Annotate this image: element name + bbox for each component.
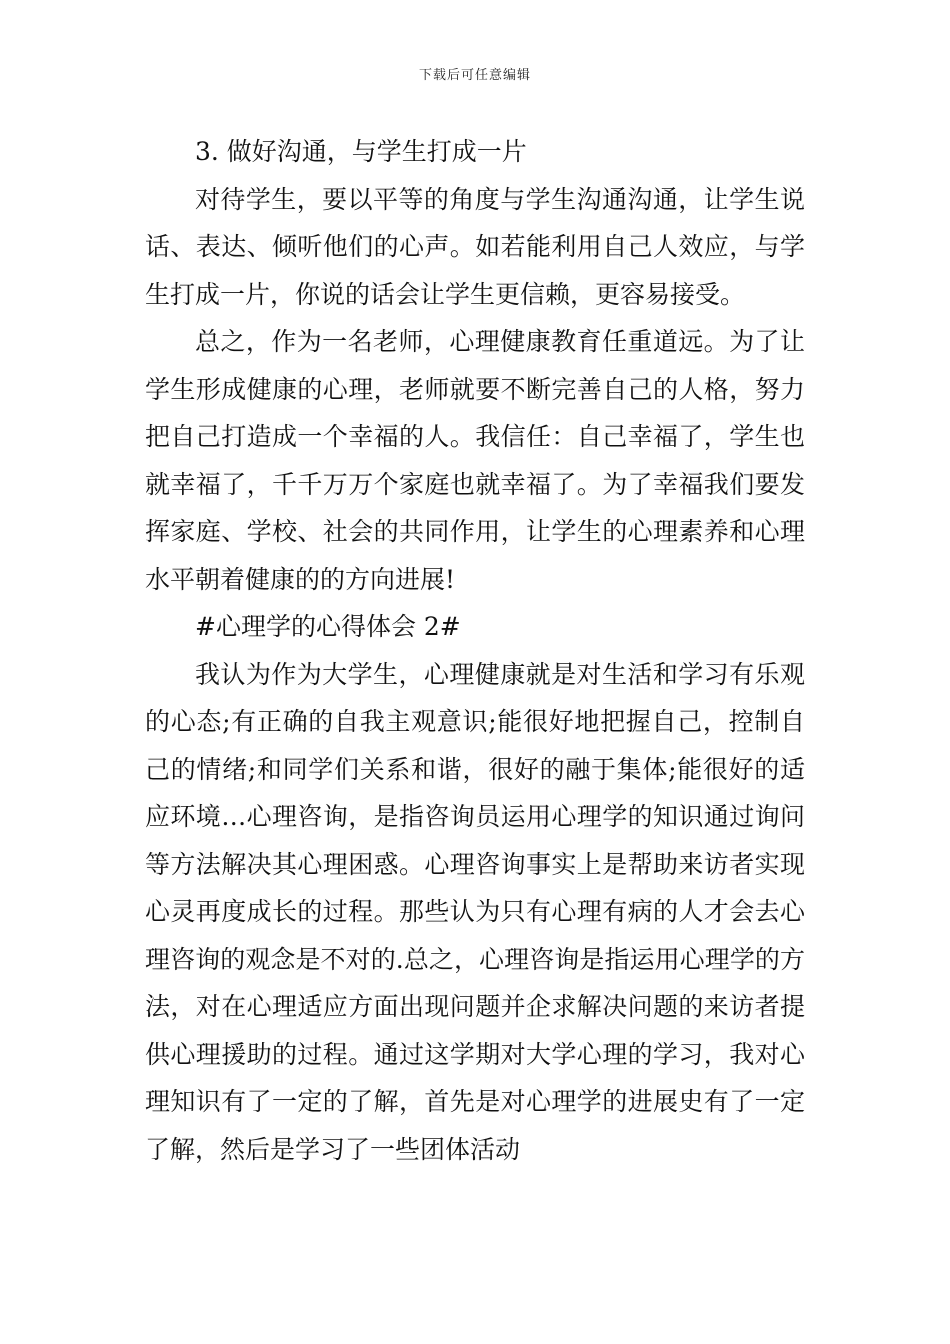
paragraph-mental-health: 我认为作为大学生，心理健康就是对生活和学习有乐观的心态;有正确的自我主观意识;能很好地把握自己，控制自己的情绪;和同学们关系和谐，很好的融于集体;能很好的适应环境…心理咨询，是指咨询员运用心理学的知识通过询问等方法解决其心理困惑。心理咨询事实上是帮助来访者实现心灵再度成长的过程。那些认为只有心理有病的人才会去心理咨询的观念是不对的.总之，心理咨询是指运用心理学的方法，对在心理适应方面出现问题并企求解决问题的来访者提供心理援助的过程。通过这学期对大学心理的学习，我对心理知识有了一定的了解，首先是对心理学的进展史有了一定了解，然后是学习了一些团体活动 [145, 659, 805, 1164]
section-heading: 3. 做好沟通，与学生打成一片 [195, 137, 527, 166]
page-header: 下载后可任意编辑 [418, 68, 531, 83]
paragraph-conclusion: 总之，作为一名老师，心理健康教育任重道远。为了让学生形成健康的心理，老师就要不断完善自己的人格，努力把自己打造成一个幸福的人。我信任：自己幸福了，学生也就幸福了，千千万万个家庭也就幸福了。为了幸福我们要发挥家庭、学校、社会的共同作用，让学生的心理素养和心理水平朝着健康的的方向进展! [145, 327, 805, 594]
section-title-2: #心理学的心得体会 2# [195, 612, 461, 641]
paragraph-communication: 对待学生，要以平等的角度与学生沟通沟通，让学生说话、表达、倾听他们的心声。如若能利用自己人效应，与学生打成一片，你说的话会让学生更信赖，更容易接受。 [145, 184, 805, 309]
document-body [145, 128, 805, 1173]
